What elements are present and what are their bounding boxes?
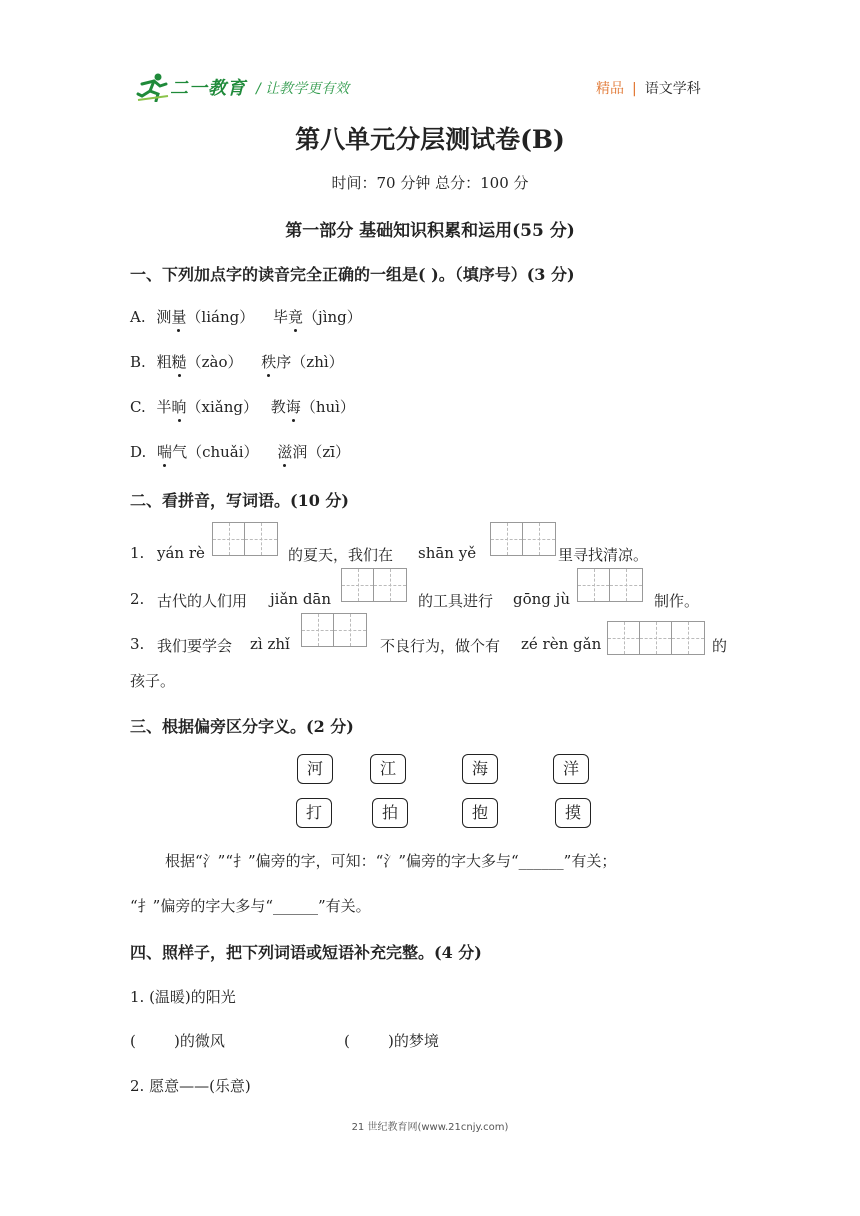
- dotted-char: 滋: [277, 443, 293, 461]
- q1-option-b: [130, 351, 344, 372]
- pinyin: gōng jù: [513, 590, 570, 608]
- brand-logo: [136, 72, 246, 102]
- q4-heading: 四、照样子，把下列词语或短语补充完整。(4 分): [130, 943, 482, 962]
- sentence-text: 的夏天，我们在: [288, 546, 394, 564]
- dotted-char: 量: [171, 308, 187, 326]
- pinyin: 润（zī）: [292, 443, 351, 461]
- char-box: 打: [296, 798, 332, 828]
- subject-label: 语文学科: [644, 81, 701, 97]
- runner-icon: [136, 72, 170, 102]
- pinyin: 序（zhì）: [276, 353, 344, 371]
- header-separator: |: [632, 81, 637, 97]
- dotted-char: 喘: [157, 443, 173, 461]
- dotted-char: 竟: [288, 308, 304, 326]
- pinyin: （liáng）: [186, 308, 255, 326]
- sentence-text: 不良行为，做个有: [380, 637, 501, 655]
- pinyin: （huì）: [300, 398, 355, 416]
- writing-grid[interactable]: [490, 522, 556, 556]
- q4-blank[interactable]: ( )的微风: [130, 1032, 225, 1050]
- header-slogan: / 让教学更有效: [256, 81, 350, 97]
- q2-line3-num: 3.: [130, 635, 145, 653]
- pinyin: yán rè: [157, 544, 205, 562]
- pinyin: 气（chuǎi）: [172, 443, 259, 461]
- char-box: 海: [462, 754, 498, 784]
- char-box: 摸: [555, 798, 591, 828]
- brand-name: 二一教育: [170, 78, 246, 99]
- q2-heading: 二、看拼音，写词语。(10 分): [130, 491, 349, 510]
- word-text: 粗: [156, 353, 172, 371]
- sentence-text: 的工具进行: [418, 592, 494, 610]
- char-box: 抱: [462, 798, 498, 828]
- part-heading: 第一部分 基础知识积累和运用(55 分): [285, 221, 575, 241]
- sentence-text: 古代的人们用: [157, 592, 248, 610]
- exam-meta: 时间：70 分钟 总分：100 分: [331, 174, 529, 192]
- pinyin: jiǎn dān: [270, 590, 332, 608]
- char-box: 拍: [372, 798, 408, 828]
- pinyin: （jìng）: [303, 308, 362, 326]
- pinyin: （zào）: [186, 353, 243, 371]
- char-box: 江: [370, 754, 406, 784]
- q1-option-d: [130, 441, 350, 462]
- q2-line1-num: 1.: [130, 544, 145, 562]
- sentence-text: 的: [712, 637, 728, 655]
- q1-option-a: [130, 306, 362, 327]
- pinyin: zé rèn gǎn: [521, 635, 602, 653]
- page-title: 第八单元分层测试卷(B): [295, 125, 565, 154]
- option-label: B.: [130, 353, 146, 371]
- word-text: 半: [156, 398, 172, 416]
- sentence-text: 里寻找清凉。: [558, 546, 649, 564]
- q1-heading: 一、下列加点字的读音完全正确的一组是( )。（填序号）(3 分): [130, 265, 575, 284]
- char-box: 洋: [553, 754, 589, 784]
- q1-option-c: [130, 396, 355, 417]
- pinyin: zì zhǐ: [250, 635, 290, 653]
- pinyin: shān yě: [418, 544, 477, 562]
- writing-grid[interactable]: [212, 522, 278, 556]
- q3-explanation: 根据“氵”“扌”偏旁的字，可知：“氵”偏旁的字大多与“______”有关；: [165, 852, 617, 870]
- sentence-text: 我们要学会: [157, 637, 233, 655]
- q3-heading: 三、根据偏旁区分字义。(2 分): [130, 717, 354, 736]
- word-text: 测: [156, 308, 172, 326]
- header-right: [596, 78, 701, 98]
- quality-label: 精品: [596, 81, 624, 97]
- option-label: A.: [130, 308, 146, 326]
- page-footer: 21 世纪教育网(www.21cnjy.com): [351, 1122, 509, 1133]
- word-text: 教: [270, 398, 286, 416]
- writing-grid[interactable]: [301, 613, 367, 647]
- dotted-char: 秩: [261, 353, 277, 371]
- option-label: D.: [130, 443, 147, 461]
- q3-explanation: “扌”偏旁的字大多与“______”有关。: [130, 897, 371, 915]
- q4-example: 1. (温暖)的阳光: [130, 988, 236, 1006]
- q2-line2-num: 2.: [130, 590, 145, 608]
- q4-blank[interactable]: ( )的梦境: [344, 1032, 439, 1050]
- sentence-text: 孩子。: [130, 672, 176, 690]
- dotted-char: 晌: [171, 398, 187, 416]
- option-label: C.: [130, 398, 146, 416]
- sentence-text: 制作。: [654, 592, 700, 610]
- word-text: 毕: [273, 308, 289, 326]
- writing-grid[interactable]: [607, 621, 705, 655]
- dotted-char: 糙: [171, 353, 187, 371]
- q4-example: 2. 愿意——(乐意): [130, 1077, 251, 1095]
- writing-grid[interactable]: [341, 568, 407, 602]
- dotted-char: 诲: [285, 398, 301, 416]
- writing-grid[interactable]: [577, 568, 643, 602]
- pinyin: （xiǎng）: [186, 398, 258, 416]
- char-box: 河: [297, 754, 333, 784]
